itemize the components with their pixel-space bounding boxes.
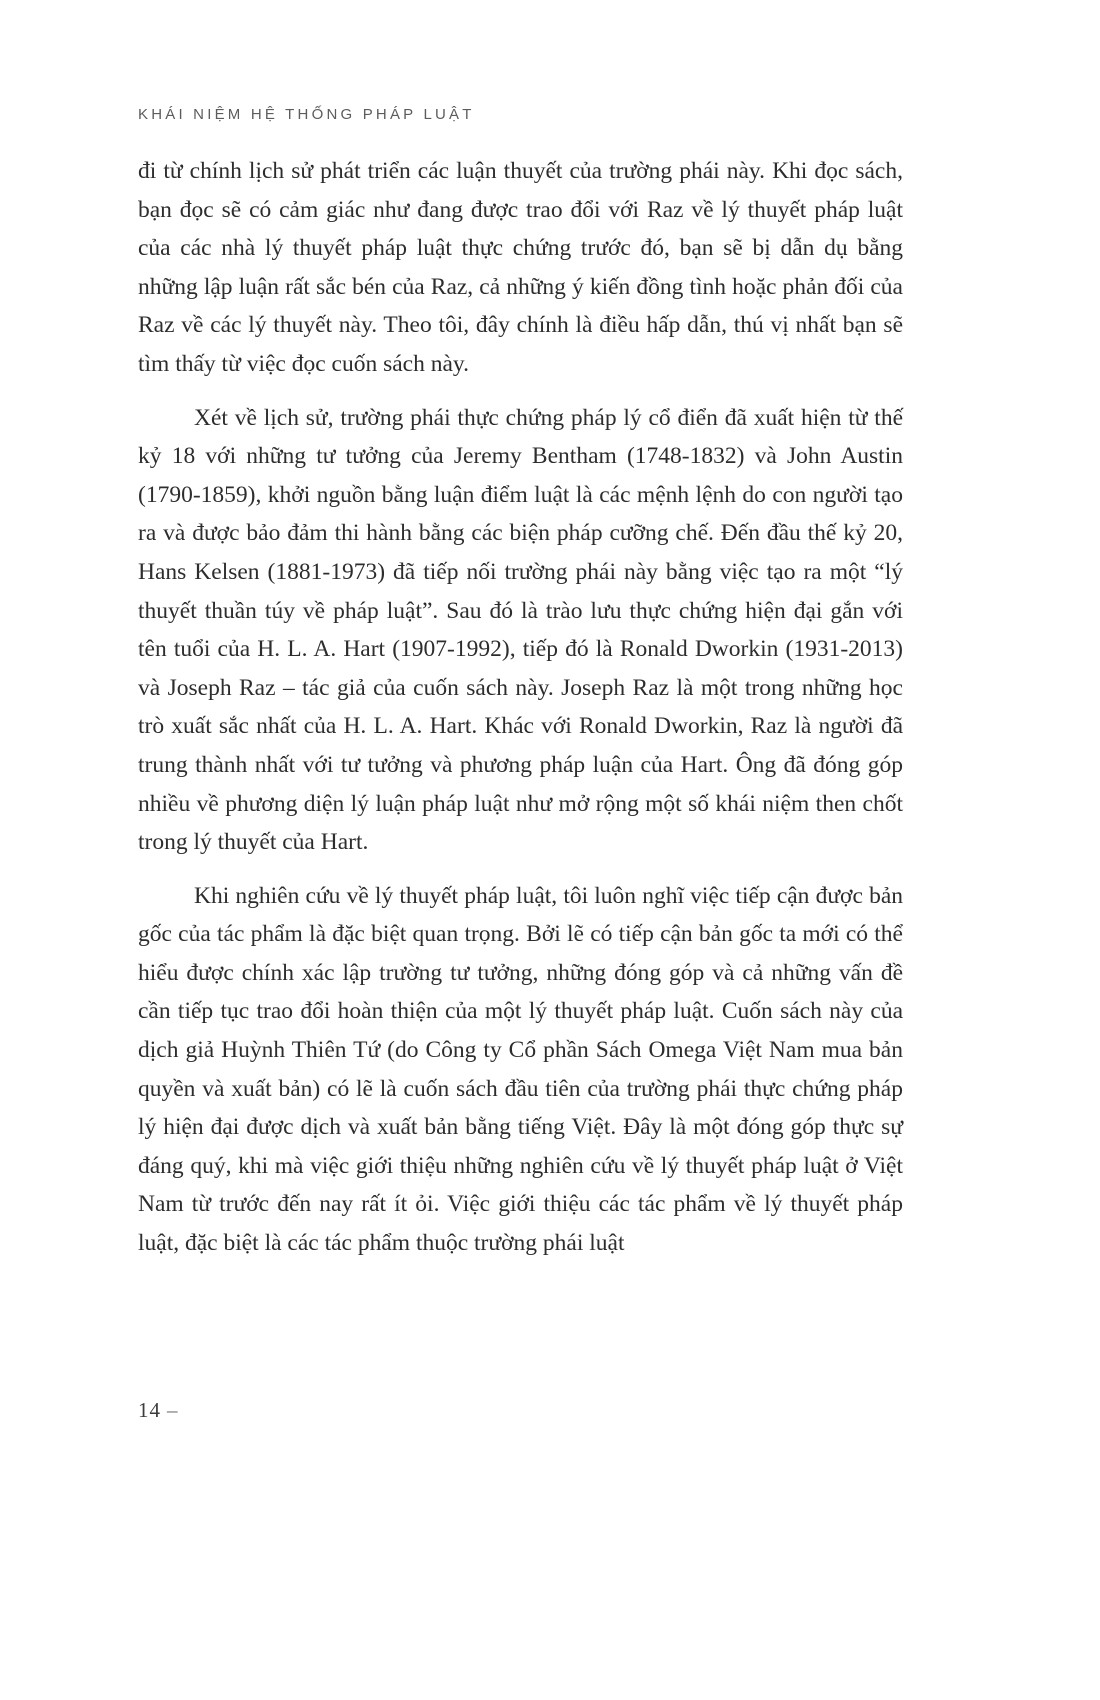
paragraph-2: Xét về lịch sử, trường phái thực chứng pháp lý cổ điển đã xuất hiện từ thế kỷ 18 với những tư tưởng của Jeremy Bentham (1748-1832) và John Austin (1790-1859), khởi nguồn bằng luận điểm luật là các mệnh lệnh do con người tạo ra và được bảo đảm thi hành bằng các biện pháp cưỡng chế. Đến đầu thế kỷ 20, Hans Kelsen (1881-1973) đã tiếp nối trường phái này bằng việc tạo ra một “lý thuyết thuần túy về pháp luật”. Sau đó là trào lưu thực chứng hiện đại gắn với tên tuổi của H. L. A. Hart (1907-1992), tiếp đó là Ronald Dworkin (1931-2013) và Joseph Raz – tác giả của cuốn sách này. Joseph Raz là một trong những học trò xuất sắc nhất của H. L. A. Hart. Khác với Ronald Dworkin, Raz là người đã trung thành nhất với tư tưởng và phương pháp luận của Hart. Ông đã đóng góp nhiều về phương diện lý luận pháp luật như mở rộng một số khái niệm then chốt trong lý thuyết của Hart.: [138, 404, 903, 856]
page-footer: [138, 1398, 179, 1423]
running-header: KHÁI NIỆM HỆ THỐNG PHÁP LUẬT: [138, 106, 475, 123]
page-number-dash: –: [167, 1398, 179, 1422]
page-body: [138, 152, 903, 1278]
page-number: 14: [138, 1398, 161, 1422]
paragraph-3: Khi nghiên cứu về lý thuyết pháp luật, tôi luôn nghĩ việc tiếp cận được bản gốc của tác phẩm là đặc biệt quan trọng. Bởi lẽ có tiếp cận bản gốc ta mới có thể hiểu được chính xác lập trường tư tưởng, những đóng góp và cả những vấn đề cần tiếp tục trao đổi hoàn thiện của một lý thuyết pháp luật. Cuốn sách này của dịch giả Huỳnh Thiên Tứ (do Công ty Cổ phần Sách Omega Việt Nam mua bản quyền và xuất bản) có lẽ là cuốn sách đầu tiên của trường phái thực chứng pháp lý hiện đại được dịch và xuất bản bằng tiếng Việt. Đây là một đóng góp thực sự đáng quý, khi mà việc giới thiệu những nghiên cứu về lý thuyết pháp luật ở Việt Nam từ trước đến nay rất ít ỏi. Việc giới thiệu các tác phẩm về lý thuyết pháp luật, đặc biệt là các tác phẩm thuộc trường phái luật: [138, 882, 903, 1257]
paragraph-1: đi từ chính lịch sử phát triển các luận thuyết của trường phái này. Khi đọc sách, bạn đọc sẽ có cảm giác như đang được trao đổi với Raz về lý thuyết pháp luật của các nhà lý thuyết pháp luật thực chứng trước đó, bạn sẽ bị dẫn dụ bằng những lập luận rất sắc bén của Raz, cả những ý kiến đồng tình hoặc phản đối của Raz về các lý thuyết này. Theo tôi, đây chính là điều hấp dẫn, thú vị nhất bạn sẽ tìm thấy từ việc đọc cuốn sách này.: [138, 158, 903, 377]
